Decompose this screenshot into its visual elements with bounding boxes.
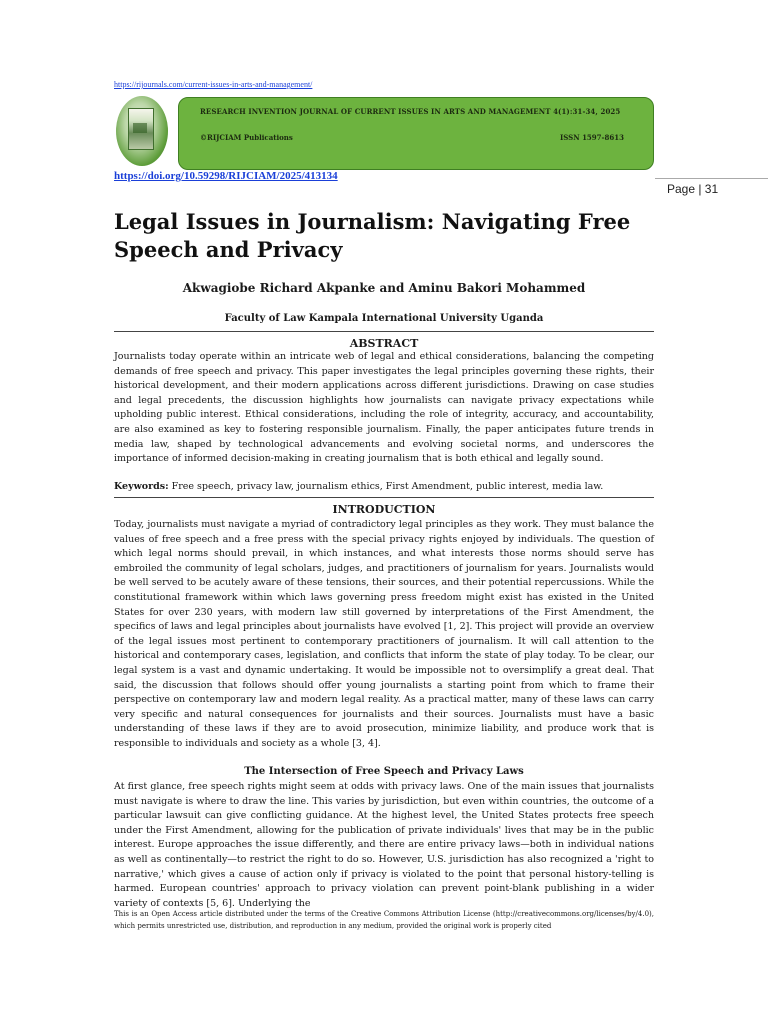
section-heading: The Intersection of Free Speech and Privacy Laws [244, 766, 524, 777]
publisher-label: ©RIJCIAM Publications [200, 133, 293, 142]
journal-logo-icon [116, 96, 168, 166]
article-title: Legal Issues in Journalism: Navigating Free Speech and Privacy [114, 209, 631, 262]
intro-top-divider [114, 497, 654, 498]
doi-link[interactable]: https://doi.org/10.59298/RIJCIAM/2025/413134 [114, 170, 338, 182]
abstract-text: Journalists today operate within an intricate web of legal and ethical considerations, balancing the competing demands of free speech and privacy. This paper investigates the legal principles governing these rights, their historical development, and their modern applications across different jurisdictions. Drawing on case studies and legal precedents, the discussion highlights how journalists can navigate privacy expectations while upholding public interest. Ethical considerations, including the role of integrity, accuracy, and accountability, are also examined as key to fostering responsible journalism. Finally, the paper anticipates future trends in media law, shaped by technological advancements and evolving societal norms, and underscores the importance of informed decision-making in creating journalism that is both ethical and legally sound. [114, 351, 654, 465]
introduction-heading: INTRODUCTION [332, 503, 436, 516]
journal-url-link[interactable]: https://rijournals.com/current-issues-in-arts-and-management/ [114, 80, 313, 89]
introduction-text: Today, journalists must navigate a myriad of contradictory legal principles as they work. They must balance the values of free speech and a free press with the special privacy rights enjoyed by individuals. The question of which legal norms should prevail, in which instances, and what interests those norms should serve has embroiled the community of legal scholars, judges, and practitioners of journalism for years. Journalists would be well served to be acutely aware of these tensions, their sources, and their potential repercussions. While the constitutional framework within which laws governing press freedom might exist has existed in the United States for over 230 years, with modern law still governed by interpretations of the First Amendment, the specifics of laws and legal principles about journalists have evolved [1, 2]. This project will provide an overview of the legal issues most pertinent to contemporary practitioners of journalism. It will call attention to the historical and contemporary cases, legislation, and conflicts that inform the state of play today. To be clear, our legal system is a vast and dynamic undertaking. It would be impossible not to oversimplify a great deal. That said, the discussion that follows should offer young journalists a starting point from which to frame their perspective on contemporary law and modern legal reality. As a practical matter, many of these laws can carry very specific and natural consequences for journalists and their sources. Journalists must have a basic understanding of these laws if they are to avoid prosecution, minimize liability, and produce work that is responsible to individuals and society as a whole [3, 4]. [114, 519, 654, 749]
keywords-text: Free speech, privacy law, journalism ethics, First Amendment, public interest, media law. [168, 481, 604, 492]
page-divider [655, 178, 768, 179]
issn-label: ISSN 1597-8613 [560, 133, 624, 142]
journal-banner-title: RESEARCH INVENTION JOURNAL OF CURRENT ISSUES IN ARTS AND MANAGEMENT 4(1):31-34, 2025 [200, 107, 621, 116]
keywords-line [114, 480, 654, 494]
abstract-top-divider [114, 331, 654, 332]
page-number: Page | 31 [667, 182, 719, 196]
article-authors: Akwagiobe Richard Akpanke and Aminu Bakori Mohammed [182, 281, 586, 295]
section-text: At first glance, free speech rights might seem at odds with privacy laws. One of the main issues that journalists must navigate is where to draw the line. This varies by jurisdiction, but even within countries, the outcome of a particular lawsuit can give conflicting guidance. At the highest level, the United States protects free speech under the First Amendment, allowing for the publication of private individuals' lives that may be in the public interest. Europe approaches the issue differently, and there are entire privacy laws—both in individual nations as well as continentally—to restrict the right to do so. However, U.S. jurisdiction has also recognized a 'right to narrative,' which gives a cause of action only if privacy is violated to the point that personal history-telling is harmed. European countries' approach to privacy violation can prevent point-blank publishing in a wider variety of contexts [5, 6]. Underlying the [114, 781, 654, 909]
abstract-heading: ABSTRACT [349, 337, 419, 350]
author-affiliation: Faculty of Law Kampala International University Uganda [224, 313, 544, 324]
keywords-label: Keywords: [114, 481, 169, 492]
license-note: This is an Open Access article distributed under the terms of the Creative Commons Attribution License (http://creativecommons.org/licenses/by/4.0), which permits unrestricted use, distribution, and reproduction in any medium, provided the original work is properly cited [114, 910, 654, 930]
